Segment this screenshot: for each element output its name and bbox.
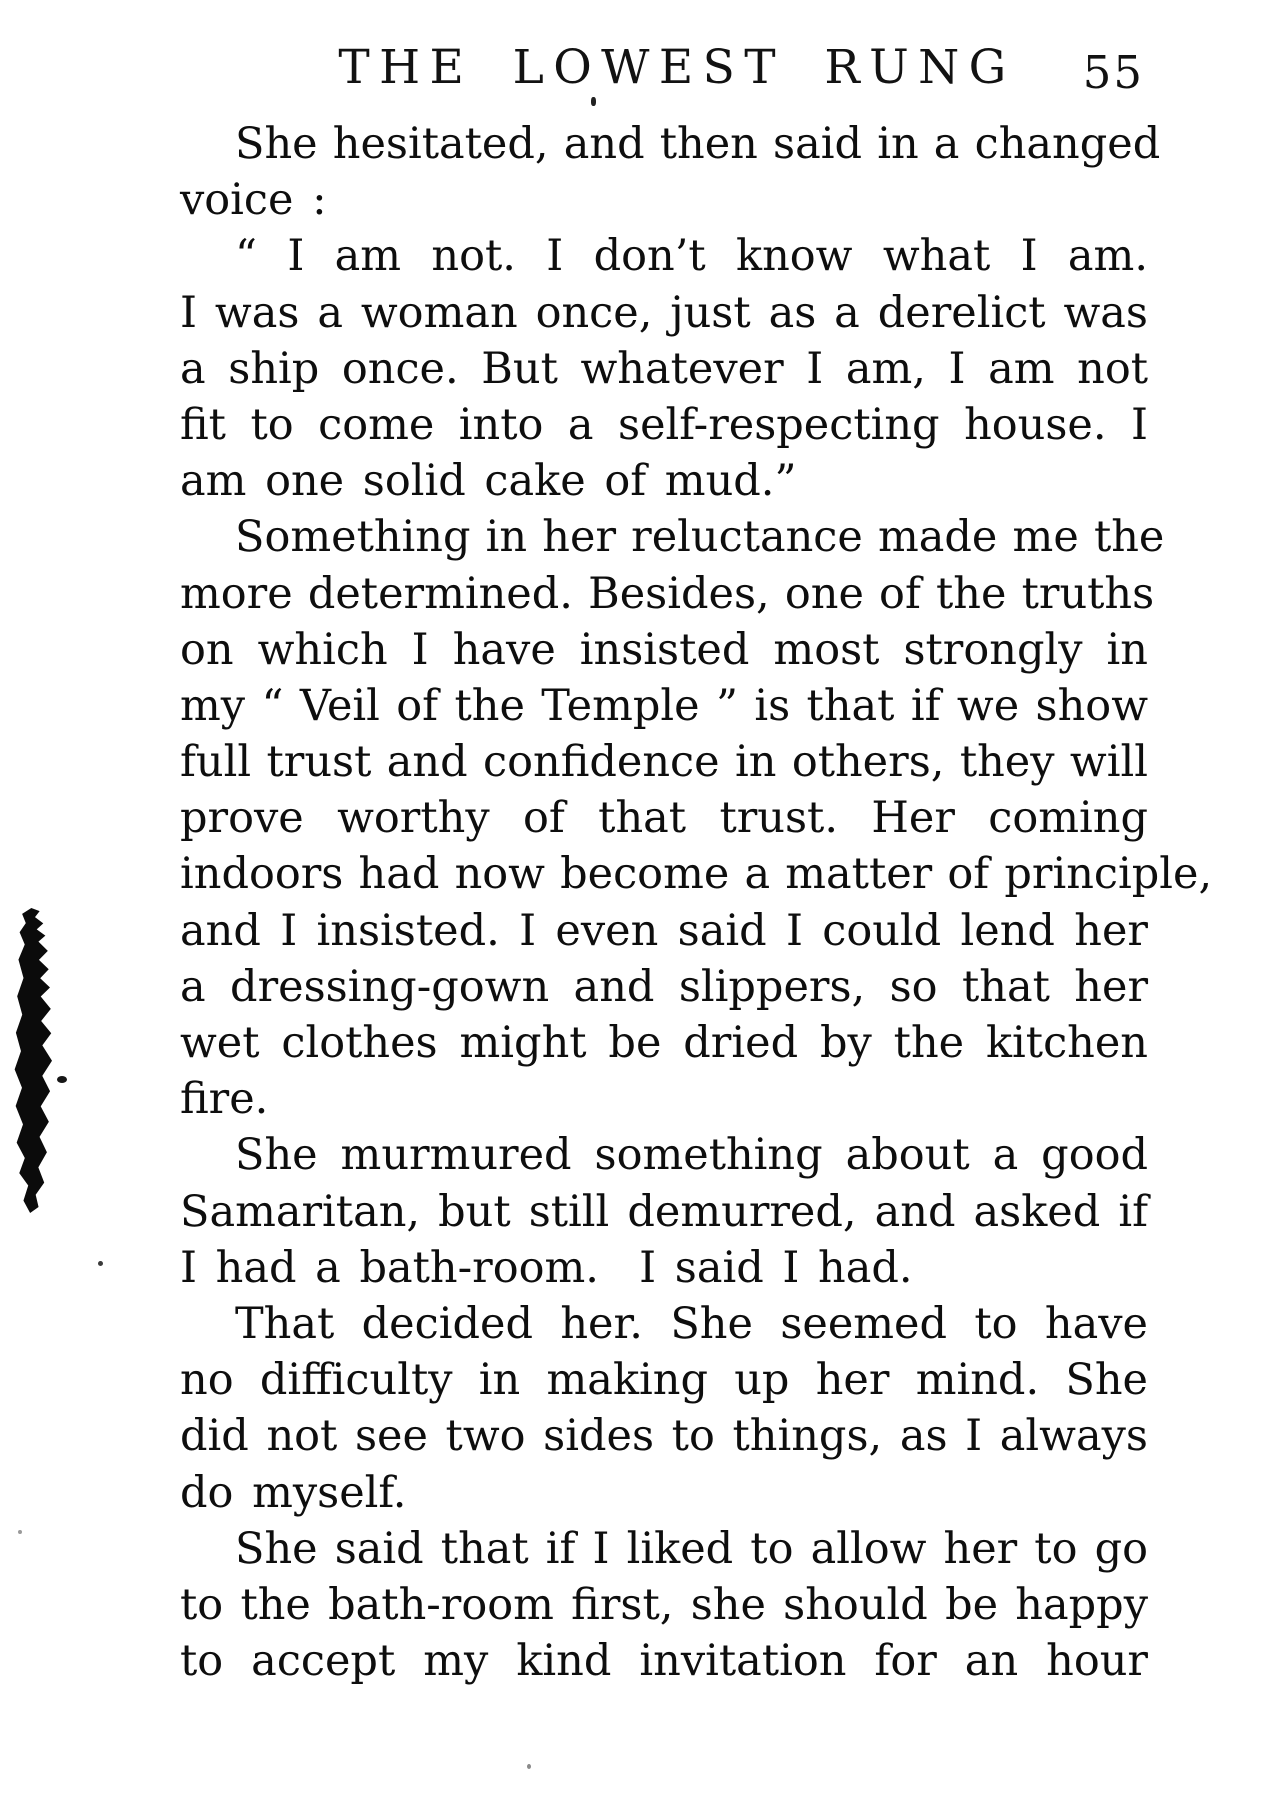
text-line: Samaritan, but still demurred, and asked if	[180, 1186, 1148, 1237]
text-line: Something in her reluctance made me the	[235, 512, 1165, 563]
page-header	[180, 41, 1148, 103]
text-line: prove worthy of that trust. Her coming	[180, 793, 1148, 844]
text-line: am one solid cake of mud.”	[180, 456, 797, 507]
text-line: That decided her. She seemed to have	[235, 1298, 1148, 1349]
text-line: “ I am not. I don’t know what I am.	[235, 231, 1148, 282]
text-line: voice :	[180, 175, 327, 226]
text-block	[180, 116, 1213, 1689]
text-line: wet clothes might be dried by the kitchen	[180, 1018, 1148, 1068]
ink-smudge-artifact	[12, 908, 54, 1214]
text-line: She hesitated, and then said in a changed	[235, 119, 1161, 169]
text-line: full trust and confidence in others, they will	[180, 737, 1148, 788]
page-number: 55	[1082, 46, 1144, 99]
text-line: fit to come into a self-respecting house. I	[180, 399, 1148, 450]
ink-speck	[591, 97, 596, 106]
text-line: to the bath-room first, she should be happy	[180, 1579, 1148, 1630]
text-line: more determined. Besides, one of the truths	[180, 568, 1155, 619]
text-line: She murmured something about a good	[235, 1130, 1148, 1181]
text-line: a dressing-gown and slippers, so that her	[180, 961, 1148, 1012]
text-line: my “ Veil of the Temple ” is that if we show	[180, 680, 1148, 731]
text-line: did not see two sides to things, as I always	[180, 1411, 1148, 1462]
text-line: to accept my kind invitation for an hour	[180, 1636, 1148, 1687]
text-line: I was a woman once, just as a derelict was	[180, 287, 1148, 338]
ink-speck	[527, 1764, 531, 1769]
ink-speck	[18, 1530, 22, 1534]
text-line: indoors had now become a matter of principle,	[180, 849, 1213, 900]
text-line: She said that if I liked to allow her to go	[235, 1523, 1148, 1574]
text-line: do myself.	[180, 1467, 407, 1518]
text-line: on which I have insisted most strongly in	[180, 624, 1148, 675]
text-line: no difficulty in making up her mind. She	[180, 1355, 1148, 1406]
ink-speck	[57, 1076, 67, 1083]
text-line: fire.	[180, 1074, 269, 1125]
ink-speck	[98, 1261, 103, 1266]
text-line: a ship once. But whatever I am, I am not	[180, 343, 1148, 394]
running-title: THE LOWEST RUNG	[338, 40, 1016, 95]
text-line: I had a bath-room. I said I had.	[180, 1242, 913, 1293]
text-line: and I insisted. I even said I could lend her	[180, 905, 1148, 956]
